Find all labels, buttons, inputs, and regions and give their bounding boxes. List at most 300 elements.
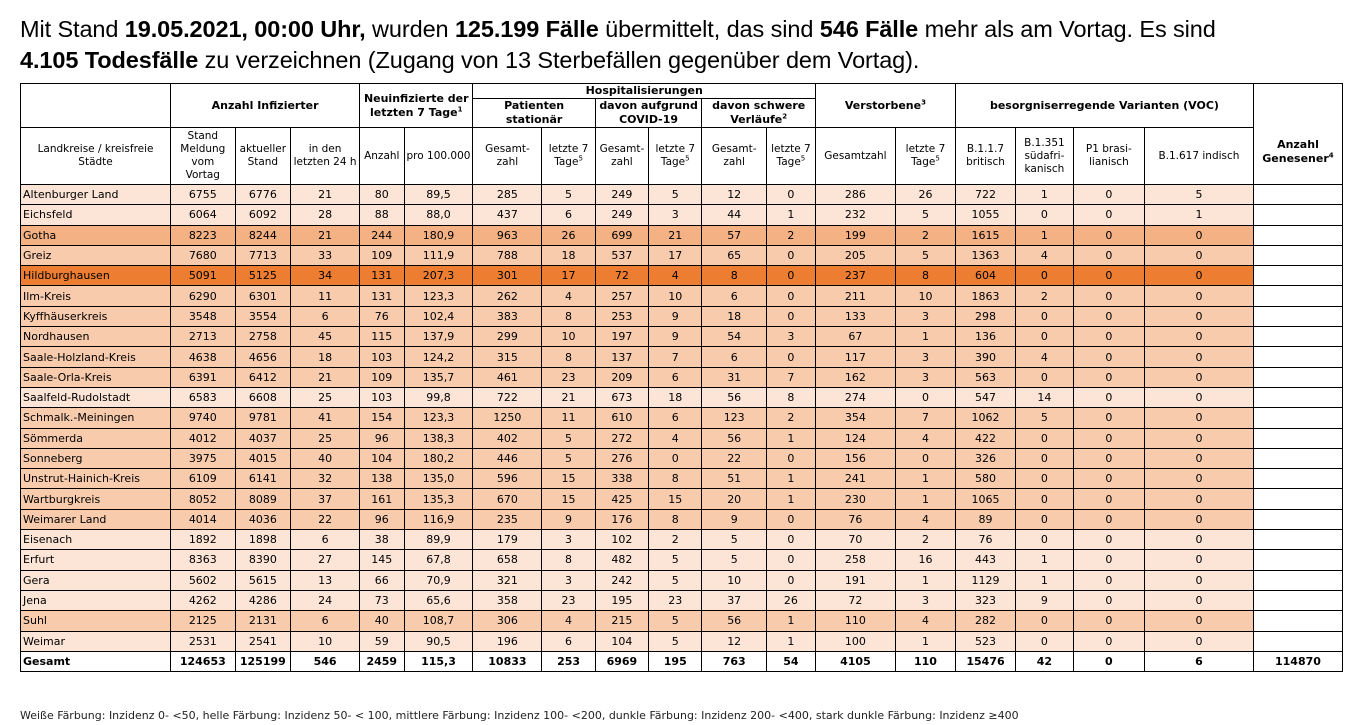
table-row <box>21 225 1343 245</box>
table-cell: 0 <box>1016 530 1074 550</box>
table-cell: 1 <box>766 205 815 225</box>
table-cell: 4 <box>1016 245 1074 265</box>
table-row <box>21 448 1343 468</box>
table-cell: 0 <box>1073 631 1144 651</box>
table-cell: 1898 <box>235 530 291 550</box>
table-cell: 0 <box>1144 590 1253 610</box>
table-cell <box>1253 245 1342 265</box>
table-cell: 123,3 <box>404 408 473 428</box>
table-cell: 6755 <box>171 185 235 205</box>
table-cell: 4014 <box>171 509 235 529</box>
table-cell: 73 <box>360 590 404 610</box>
header-b1351: B.1.351 südafri-kanisch <box>1016 128 1074 185</box>
table-cell: 18 <box>649 387 702 407</box>
landkreis-name: Unstrut-Hainich-Kreis <box>21 469 171 489</box>
table-cell: 0 <box>1144 387 1253 407</box>
table-cell: 6 <box>702 347 766 367</box>
table-cell: 4 <box>649 266 702 286</box>
table-cell: 11 <box>542 408 595 428</box>
table-cell: 33 <box>291 245 360 265</box>
table-cell: 102 <box>595 530 648 550</box>
table-cell: 443 <box>955 550 1015 570</box>
table-cell: 383 <box>473 306 542 326</box>
table-cell: 0 <box>1073 509 1144 529</box>
table-cell: 0 <box>1073 225 1144 245</box>
header-b117: B.1.1.7 britisch <box>955 128 1015 185</box>
table-cell: 65,6 <box>404 590 473 610</box>
table-cell: 21 <box>542 387 595 407</box>
table-cell: 14 <box>1016 387 1074 407</box>
table-cell: 5 <box>895 245 955 265</box>
table-cell: 1 <box>895 327 955 347</box>
table-cell: 0 <box>1073 611 1144 631</box>
table-cell: 8363 <box>171 550 235 570</box>
table-cell: 3 <box>895 306 955 326</box>
table-cell: 673 <box>595 387 648 407</box>
table-cell: 191 <box>815 570 895 590</box>
table-cell: 1615 <box>955 225 1015 245</box>
table-cell: 205 <box>815 245 895 265</box>
table-cell: 7 <box>649 347 702 367</box>
table-cell: 31 <box>702 367 766 387</box>
table-cell: 6 <box>542 205 595 225</box>
header-gesamtzahl: Gesamt-zahl <box>595 128 648 185</box>
table-row <box>21 286 1343 306</box>
table-cell: 1 <box>1016 225 1074 245</box>
table-cell: 763 <box>702 651 766 671</box>
table-cell: 5125 <box>235 266 291 286</box>
table-row <box>21 489 1343 509</box>
table-cell: 0 <box>766 185 815 205</box>
table-cell: 124653 <box>171 651 235 671</box>
landkreis-name: Nordhausen <box>21 327 171 347</box>
table-cell <box>1253 408 1342 428</box>
table-cell: 9 <box>649 306 702 326</box>
table-cell: 285 <box>473 185 542 205</box>
table-cell: 10 <box>542 327 595 347</box>
table-cell: 123 <box>702 408 766 428</box>
table-cell: 8223 <box>171 225 235 245</box>
table-cell: 1 <box>1016 550 1074 570</box>
table-cell: 2 <box>1016 286 1074 306</box>
table-cell: 0 <box>766 286 815 306</box>
table-cell: 88,0 <box>404 205 473 225</box>
table-cell: 1363 <box>955 245 1015 265</box>
header-gesamtzahl: Gesamt-zahl <box>473 128 542 185</box>
header-b1617: B.1.617 indisch <box>1144 128 1253 185</box>
table-cell: 0 <box>1073 327 1144 347</box>
table-cell: 5 <box>895 205 955 225</box>
table-cell: 135,3 <box>404 489 473 509</box>
table-cell: 482 <box>595 550 648 570</box>
table-cell: 41 <box>291 408 360 428</box>
table-cell: 18 <box>291 347 360 367</box>
table-cell: 103 <box>360 347 404 367</box>
table-cell: 354 <box>815 408 895 428</box>
table-cell: 56 <box>702 387 766 407</box>
table-cell: 0 <box>1144 509 1253 529</box>
table-cell: 0 <box>1144 408 1253 428</box>
table-cell: 180,2 <box>404 448 473 468</box>
table-cell: 523 <box>955 631 1015 651</box>
table-cell: 0 <box>1016 611 1074 631</box>
table-cell: 1 <box>895 631 955 651</box>
landkreis-name: Eichsfeld <box>21 205 171 225</box>
table-cell: 6290 <box>171 286 235 306</box>
table-cell: 114870 <box>1253 651 1342 671</box>
table-cell: 211 <box>815 286 895 306</box>
table-cell: 109 <box>360 367 404 387</box>
table-cell: 0 <box>766 306 815 326</box>
table-cell: 89,9 <box>404 530 473 550</box>
table-cell: 6583 <box>171 387 235 407</box>
header-landkreis: Landkreise / kreisfreie Städte <box>21 128 171 185</box>
table-cell: 670 <box>473 489 542 509</box>
table-cell: 604 <box>955 266 1015 286</box>
table-cell: 7 <box>895 408 955 428</box>
table-cell <box>1253 631 1342 651</box>
table-cell: 21 <box>291 225 360 245</box>
table-cell: 4036 <box>235 509 291 529</box>
table-cell: 17 <box>542 266 595 286</box>
table-cell: 0 <box>1073 489 1144 509</box>
header-letzte7: letzte 7 Tage$^5$ <box>895 128 955 185</box>
table-cell: 262 <box>473 286 542 306</box>
header-voc: besorgniserregende Varianten (VOC) <box>955 84 1253 128</box>
table-cell: 1 <box>766 631 815 651</box>
table-cell: 4 <box>1016 347 1074 367</box>
headline-text: wurden <box>365 16 455 42</box>
table-cell: 0 <box>1144 631 1253 651</box>
landkreis-name: Erfurt <box>21 550 171 570</box>
header-schwer: davon schwere Verläufe$^2$ <box>702 99 815 128</box>
table-cell: 1062 <box>955 408 1015 428</box>
table-cell: 115,3 <box>404 651 473 671</box>
table-cell: 22 <box>702 448 766 468</box>
table-cell: 104 <box>360 448 404 468</box>
table-cell: 21 <box>291 185 360 205</box>
header-letzte7: letzte 7 Tage$^5$ <box>649 128 702 185</box>
header-genesen: Anzahl Genesener$^4$ <box>1253 84 1342 185</box>
table-cell: 1 <box>766 428 815 448</box>
table-cell: 5 <box>1144 185 1253 205</box>
landkreis-name: Eisenach <box>21 530 171 550</box>
header-landkreis-top <box>21 84 171 128</box>
table-cell: 0 <box>1016 509 1074 529</box>
table-cell: 28 <box>291 205 360 225</box>
table-cell: 338 <box>595 469 648 489</box>
table-cell: 2531 <box>171 631 235 651</box>
table-cell: 10 <box>895 286 955 306</box>
table-cell <box>1253 306 1342 326</box>
header-patienten: Patienten stationär <box>473 99 595 128</box>
table-cell: 1065 <box>955 489 1015 509</box>
table-cell: 0 <box>1144 489 1253 509</box>
header-hospitalisierungen: Hospitalisierungen <box>473 84 815 99</box>
table-cell: 0 <box>1073 266 1144 286</box>
table-cell: 0 <box>766 530 815 550</box>
table-cell: 25 <box>291 428 360 448</box>
headline-deaths: 4.105 Todesfälle <box>20 47 199 73</box>
table-cell: 253 <box>542 651 595 671</box>
table-cell: 0 <box>766 245 815 265</box>
headline-date: 19.05.2021, 00:00 Uhr, <box>124 16 366 42</box>
table-cell: 326 <box>955 448 1015 468</box>
table-cell: 156 <box>815 448 895 468</box>
table-cell: 195 <box>649 651 702 671</box>
table-cell: 76 <box>360 306 404 326</box>
table-cell: 9 <box>702 509 766 529</box>
table-cell: 0 <box>1073 306 1144 326</box>
table-cell: 8 <box>895 266 955 286</box>
table-cell: 258 <box>815 550 895 570</box>
table-cell: 437 <box>473 205 542 225</box>
table-cell: 37 <box>291 489 360 509</box>
headline-text: übermittelt, das sind <box>598 16 820 42</box>
table-cell: 0 <box>1073 469 1144 489</box>
table-cell <box>1253 489 1342 509</box>
table-cell: 1 <box>766 611 815 631</box>
table-cell: 0 <box>1144 327 1253 347</box>
table-cell: 4656 <box>235 347 291 367</box>
table-cell: 10 <box>702 570 766 590</box>
table-cell: 67,8 <box>404 550 473 570</box>
table-cell: 0 <box>1144 448 1253 468</box>
table-cell: 0 <box>1144 469 1253 489</box>
table-row <box>21 185 1343 205</box>
table-cell: 232 <box>815 205 895 225</box>
table-cell: 1 <box>895 489 955 509</box>
table-cell: 0 <box>1073 590 1144 610</box>
table-cell: 1 <box>1144 205 1253 225</box>
table-cell: 596 <box>473 469 542 489</box>
table-cell: 4012 <box>171 428 235 448</box>
table-cell: 136 <box>955 327 1015 347</box>
table-cell: 5 <box>542 448 595 468</box>
landkreis-name: Jena <box>21 590 171 610</box>
table-cell: 40 <box>291 448 360 468</box>
table-cell: 0 <box>1073 550 1144 570</box>
table-cell: 12 <box>702 631 766 651</box>
table-cell: 65 <box>702 245 766 265</box>
table-cell: 1892 <box>171 530 235 550</box>
table-cell <box>1253 205 1342 225</box>
table-cell: 282 <box>955 611 1015 631</box>
table-cell: 27 <box>291 550 360 570</box>
table-cell: 1 <box>895 570 955 590</box>
table-cell: 76 <box>815 509 895 529</box>
table-cell: 124,2 <box>404 347 473 367</box>
table-cell: 1 <box>895 469 955 489</box>
table-cell: 0 <box>1073 651 1144 671</box>
table-cell: 8 <box>766 387 815 407</box>
table-cell: 9 <box>1016 590 1074 610</box>
landkreis-name: Greiz <box>21 245 171 265</box>
table-cell: 40 <box>360 611 404 631</box>
table-cell: 7680 <box>171 245 235 265</box>
table-cell: 5 <box>649 611 702 631</box>
table-cell: 4015 <box>235 448 291 468</box>
table-cell: 658 <box>473 550 542 570</box>
table-cell: 3975 <box>171 448 235 468</box>
table-cell: 0 <box>1144 530 1253 550</box>
landkreis-name: Wartburgkreis <box>21 489 171 509</box>
table-cell: 16 <box>895 550 955 570</box>
table-cell: 0 <box>1016 489 1074 509</box>
table-cell: 306 <box>473 611 542 631</box>
headline-text: mehr als am Vortag. Es sind <box>918 16 1216 42</box>
table-cell: 0 <box>1073 448 1144 468</box>
table-row <box>21 408 1343 428</box>
header-covid: davon aufgrund COVID-19 <box>595 99 702 128</box>
table-cell: 116,9 <box>404 509 473 529</box>
table-cell: 133 <box>815 306 895 326</box>
table-cell: 196 <box>473 631 542 651</box>
headline-text: zu verzeichnen (Zugang von 13 Sterbefällen gegenüber dem Vortag). <box>198 47 920 73</box>
table-cell: 0 <box>1016 266 1074 286</box>
table-cell: 5615 <box>235 570 291 590</box>
table-cell: 272 <box>595 428 648 448</box>
table-cell: 8 <box>649 509 702 529</box>
landkreis-name: Sömmerda <box>21 428 171 448</box>
table-cell: 117 <box>815 347 895 367</box>
table-cell <box>1253 509 1342 529</box>
table-cell: 0 <box>1073 185 1144 205</box>
table-row <box>21 570 1343 590</box>
table-cell: 9 <box>542 509 595 529</box>
table-cell: 96 <box>360 428 404 448</box>
table-cell: 25 <box>291 387 360 407</box>
landkreis-name: Gesamt <box>21 651 171 671</box>
table-body <box>21 185 1343 672</box>
table-cell: 207,3 <box>404 266 473 286</box>
table-cell: 610 <box>595 408 648 428</box>
table-cell: 5 <box>649 185 702 205</box>
table-cell: 0 <box>1144 550 1253 570</box>
table-cell: 57 <box>702 225 766 245</box>
table-cell: 15 <box>649 489 702 509</box>
table-cell: 2 <box>895 530 955 550</box>
header-anzahl: Anzahl <box>360 128 404 185</box>
table-cell: 44 <box>702 205 766 225</box>
table-cell: 2459 <box>360 651 404 671</box>
table-cell: 138,3 <box>404 428 473 448</box>
table-cell: 1 <box>766 469 815 489</box>
table-cell: 100 <box>815 631 895 651</box>
table-cell: 244 <box>360 225 404 245</box>
table-cell: 2 <box>766 225 815 245</box>
table-row <box>21 367 1343 387</box>
headline-new-cases: 546 Fälle <box>819 16 919 42</box>
table-cell: 4262 <box>171 590 235 610</box>
table-cell: 104 <box>595 631 648 651</box>
table-cell: 2758 <box>235 327 291 347</box>
table-cell: 89 <box>955 509 1015 529</box>
table-cell: 6 <box>291 530 360 550</box>
covid-table <box>20 83 1343 672</box>
table-cell: 135,0 <box>404 469 473 489</box>
table-cell: 197 <box>595 327 648 347</box>
table-cell: 298 <box>955 306 1015 326</box>
table-cell: 12 <box>702 185 766 205</box>
table-cell: 22 <box>291 509 360 529</box>
table-cell: 0 <box>1073 245 1144 265</box>
table-cell: 0 <box>766 550 815 570</box>
table-cell: 1863 <box>955 286 1015 306</box>
table-row-total <box>21 651 1343 671</box>
table-cell: 176 <box>595 509 648 529</box>
table-cell: 5 <box>649 570 702 590</box>
table-cell: 161 <box>360 489 404 509</box>
table-cell: 2 <box>649 530 702 550</box>
table-cell: 23 <box>649 590 702 610</box>
table-cell <box>1253 428 1342 448</box>
table-cell: 108,7 <box>404 611 473 631</box>
table-cell: 2541 <box>235 631 291 651</box>
table-cell: 131 <box>360 266 404 286</box>
table-cell: 42 <box>1016 651 1074 671</box>
landkreis-name: Saale-Orla-Kreis <box>21 367 171 387</box>
table-cell: 276 <box>595 448 648 468</box>
table-cell: 6 <box>291 306 360 326</box>
table-cell: 51 <box>702 469 766 489</box>
table-cell: 321 <box>473 570 542 590</box>
table-cell: 5 <box>542 428 595 448</box>
table-cell: 4 <box>895 509 955 529</box>
table-cell: 461 <box>473 367 542 387</box>
table-cell: 23 <box>542 590 595 610</box>
table-cell: 56 <box>702 611 766 631</box>
table-cell: 0 <box>1016 205 1074 225</box>
landkreis-name: Weimar <box>21 631 171 651</box>
header-neu7: Neuinfizierte der letzten 7 Tage$^1$ <box>360 84 473 128</box>
table-cell <box>1253 387 1342 407</box>
table-cell: 8089 <box>235 489 291 509</box>
table-cell: 0 <box>1016 428 1074 448</box>
table-row <box>21 590 1343 610</box>
table-cell: 2131 <box>235 611 291 631</box>
table-cell: 6141 <box>235 469 291 489</box>
table-cell: 11 <box>291 286 360 306</box>
table-cell: 5 <box>702 550 766 570</box>
table-cell: 115 <box>360 327 404 347</box>
table-cell <box>1253 448 1342 468</box>
table-cell <box>1253 347 1342 367</box>
table-cell: 3548 <box>171 306 235 326</box>
table-cell: 0 <box>1016 469 1074 489</box>
table-row <box>21 530 1343 550</box>
table-cell: 70 <box>815 530 895 550</box>
table-cell: 5 <box>649 631 702 651</box>
landkreis-name: Gotha <box>21 225 171 245</box>
table-cell: 323 <box>955 590 1015 610</box>
table-cell: 102,4 <box>404 306 473 326</box>
table-cell: 96 <box>360 509 404 529</box>
table-cell: 195 <box>595 590 648 610</box>
table-cell: 110 <box>895 651 955 671</box>
table-cell: 10833 <box>473 651 542 671</box>
table-cell: 135,7 <box>404 367 473 387</box>
table-cell: 24 <box>291 590 360 610</box>
table-cell: 4105 <box>815 651 895 671</box>
table-cell: 1 <box>766 489 815 509</box>
header-letzte24: in den letzten 24 h <box>291 128 360 185</box>
table-row <box>21 245 1343 265</box>
table-cell: 20 <box>702 489 766 509</box>
table-cell: 235 <box>473 509 542 529</box>
table-cell: 4 <box>542 611 595 631</box>
table-cell: 21 <box>649 225 702 245</box>
